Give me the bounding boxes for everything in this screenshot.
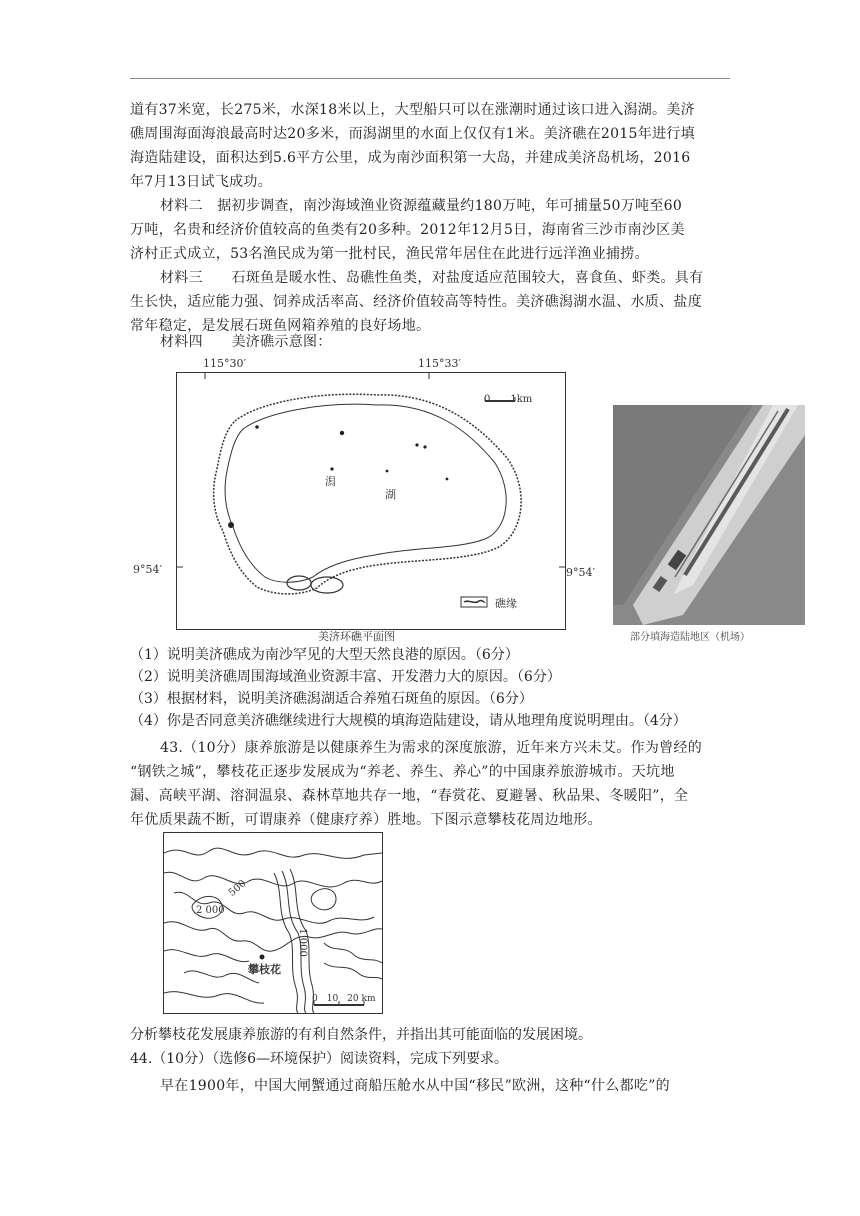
reef-scale-label: 0 1km <box>484 394 533 405</box>
question-43-line: 年优质果蔬不断，可谓康养（健康疗养）胜地。下图示意攀枝花周边地形。 <box>130 812 602 828</box>
lagoon-label-1: 潟 <box>325 475 336 488</box>
contour-label-500: 500 <box>226 878 249 899</box>
question-43 <box>130 736 730 832</box>
topo-contours-svg <box>164 833 382 1013</box>
question-4: （4）你是否同意美济礁继续进行大规模的填海造陆建设，请从地理角度说明理由。（4分） <box>130 713 687 729</box>
material-3-line: 生长快，适应能力强、饲养成活率高、经济价值较高等特性。美济礁潟湖水温、水质、盐度 <box>130 294 702 310</box>
question-43-line: 43.（10分）康养旅游是以健康养生为需求的深度旅游，近年来方兴未艾。作为曾经的 <box>160 740 703 756</box>
lagoon-label-2: 湖 <box>385 488 396 501</box>
material-2-line: 材料二 据初步调查，南沙海域渔业资源蕴藏量约180万吨，年可捕量50万吨至60 <box>160 198 683 214</box>
topo-scale-label: 0 10 20 km <box>312 994 376 1004</box>
lon-left-label: 115°30′ <box>203 357 246 370</box>
contour-label-1000: 1 000 <box>296 928 308 957</box>
reef-map-caption: 美济环礁平面图 <box>318 630 395 643</box>
intro-line: 海造陆建设，面积达到5.6平方公里，成为南沙面积第一大岛，并建成美济岛机场，2016 <box>130 150 691 166</box>
reef-map <box>176 372 566 630</box>
intro-line: 礁周围海面海浪最高时达20多米，而潟湖里的水面上仅仅有1米。美济礁在2015年进行填 <box>130 126 695 142</box>
lat-right-label: 9°54′ <box>566 566 595 579</box>
material-2-line: 济村正式成立，53名渔民成为第一批村民，渔民常年居住在此进行远洋渔业捕捞。 <box>130 246 649 262</box>
airport-photo-caption: 部分填海造陆地区（机场） <box>630 632 750 643</box>
question-1: （1）说明美济礁成为南沙罕见的大型天然良港的原因。（6分） <box>130 647 519 663</box>
airport-photo-svg <box>613 405 805 625</box>
question-44-title: 44.（10分）（选修6—环境保护）阅读资料，完成下列要求。 <box>130 1051 508 1067</box>
question-list <box>130 644 740 732</box>
question-44 <box>130 1048 740 1070</box>
intro-line: 道有37米宽，长275米，水深18米以上，大型船只可以在涨潮时通过该口进入潟湖。美济 <box>130 102 695 118</box>
material-3-line: 材料三 石斑鱼是暖水性、岛礁性鱼类，对盐度适应范围较大，喜食鱼、虾类。具有 <box>160 270 704 286</box>
airport-photo <box>613 405 805 625</box>
question-3: （3）根据材料，说明美济礁潟湖适合养殖石斑鱼的原因。（6分） <box>130 691 533 707</box>
legend-label: 礁缘 <box>495 597 517 610</box>
contour-label-2000: 2 000 <box>196 905 225 916</box>
material-3-line: 常年稳定，是发展石斑鱼网箱养殖的良好场地。 <box>130 318 431 334</box>
city-label-panzhihua: 攀枝花 <box>248 963 281 976</box>
question-2: （2）说明美济礁周围海域渔业资源丰富、开发潜力大的原因。（6分） <box>130 669 561 685</box>
material-2-line: 万吨，名贵和经济价值较高的鱼类有20多种。2012年12月5日，海南省三沙市南沙区美 <box>130 222 685 238</box>
lon-right-label: 115°33′ <box>418 357 461 370</box>
intro-line: 年7月13日试飞成功。 <box>130 174 273 190</box>
question-44-body <box>130 1074 730 1098</box>
material-4-line: 材料四 美济礁示意图： <box>160 334 332 350</box>
intro-paragraph <box>130 98 730 194</box>
header-rule <box>130 78 730 79</box>
lat-left-label: 9°54′ <box>133 563 162 576</box>
material-3 <box>130 266 730 338</box>
question-43-line: “钢铁之城”，攀枝花正逐步发展成为“养老、养生、养心”的中国康养旅游城市。天坑地 <box>130 764 675 780</box>
material-2 <box>130 194 730 266</box>
question-43-task-text: 分析攀枝花发展康养旅游的有利自然条件，并指出其可能面临的发展困境。 <box>130 1027 592 1043</box>
question-43-task <box>130 1024 740 1046</box>
topo-map <box>163 832 383 1014</box>
reef-outline-svg <box>177 373 565 629</box>
material-4 <box>130 330 730 354</box>
question-43-line: 漏、高峡平湖、溶洞温泉、森林草地共存一地，“春赏花、夏避暑、秋品果、冬暖阳”，全 <box>130 788 689 804</box>
question-44-line: 早在1900年，中国大闸蟹通过商船压舱水从中国“移民”欧洲，这种“什么都吃”的 <box>160 1078 670 1094</box>
